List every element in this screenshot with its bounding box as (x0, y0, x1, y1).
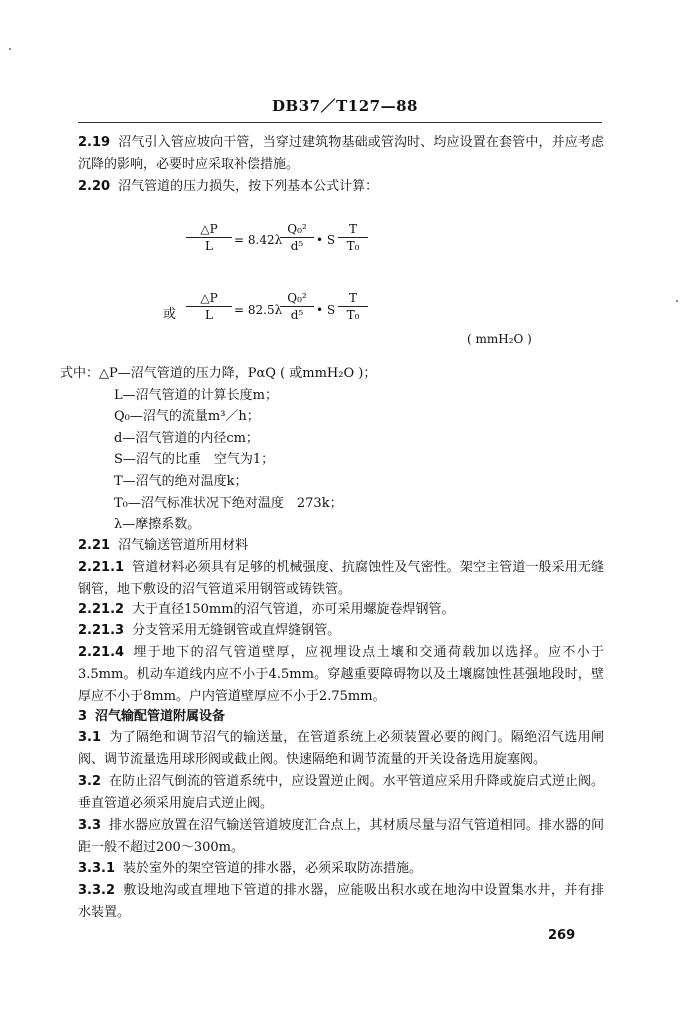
page-number: 269 (548, 928, 576, 943)
section-3-3-1 (78, 858, 604, 880)
dot-s: • S (316, 233, 336, 247)
lhs-fraction: △P L (186, 291, 232, 322)
coefficient: = 82.5λ (234, 303, 283, 317)
definition-item: Q₀—沼气的流量m³／h； (114, 409, 260, 425)
section-number: 2.21.1 (78, 560, 125, 575)
section-3-2 (78, 771, 604, 815)
section-text: 大于直径150mm的沼气管道，亦可采用螺旋卷焊钢管。 (132, 602, 455, 617)
definition-item: d—沼气管道的内径cm； (114, 430, 259, 446)
section-text: 管道材料必须具有足够的机械强度、抗腐蚀性及气密性。架空主管道一般采用无缝钢管，地下敷设的沼气管道采用钢管或铸铁管。 (78, 560, 604, 597)
section-text: 在防止沼气倒流的管道系统中，应设置逆止阀。水平管道应采用升降或旋启式逆止阀。垂直管道必须采用旋启式逆止阀。 (78, 774, 604, 811)
section-text: 埋于地下的沼气管道壁厚，应视埋设点土壤和交通荷载加以选择。应不小于3.5mm。机动车道线内应不小于4.5mm。穿越重要障碍物以及土壤腐蚀性甚强地段时，壁厚应不小于8mm。户内管道壁厚应不小于2.75mm。 (78, 645, 604, 704)
section-text: 装於室外的架空管道的排水器，必须采取防冻措施。 (123, 861, 423, 876)
section-2-21 (78, 535, 604, 557)
section-2-21-2 (78, 599, 604, 621)
section-text: 沼气输送管道所用材料 (118, 538, 249, 553)
section-text: 分支管采用无缝钢管或直焊缝钢管。 (132, 623, 341, 638)
header-rule (78, 122, 602, 123)
rhs-fraction: T T₀ (338, 291, 368, 322)
section-number: 2.21.3 (78, 623, 125, 638)
section-number: 2.21 (78, 538, 111, 553)
formula-prefix: 或 (163, 307, 177, 322)
mid-fraction: Q₀² d⁵ (280, 291, 314, 322)
section-text: 沼气输配管道附属设备 (95, 709, 226, 724)
section-number: 2.20 (78, 179, 111, 194)
section-number: 3.3.1 (78, 861, 116, 876)
section-3-3-2 (78, 880, 604, 924)
units-label: ( mmH₂O ) (467, 332, 532, 346)
scan-speck (676, 300, 678, 302)
section-text: 排水器应放置在沼气输送管道坡度汇合点上，其材质尽量与沼气管道相同。排水器的间距一般不超过200～300m。 (78, 818, 604, 855)
lhs-fraction: △P L (186, 222, 232, 253)
section-text: 沼气引入管应坡向干管，当穿过建筑物基础或管沟时、均应设置在套管中，并应考虑沉降的影响，必要时应采取补偿措施。 (78, 135, 604, 172)
definition-item: λ—摩擦系数。 (114, 517, 201, 533)
section-3-heading (78, 706, 604, 728)
scan-speck (9, 48, 11, 50)
mid-fraction: Q₀² d⁵ (280, 222, 314, 253)
section-number: 3.3 (78, 818, 102, 833)
dot-s: • S (316, 303, 336, 317)
section-2-21-1 (78, 557, 604, 601)
section-3-1 (78, 727, 604, 771)
standard-code-header: DB37／T127—88 (272, 97, 418, 115)
section-number: 2.21.2 (78, 602, 125, 617)
section-2-21-3 (78, 620, 604, 642)
definitions-intro: 式中：△P—沼气管道的压力降，PαQ ( 或mmH₂O )； (60, 366, 377, 381)
variable-definitions (60, 363, 376, 536)
definition-item: T₀—沼气标准状况下绝对温度 273k； (114, 495, 343, 511)
section-2-21-4 (78, 642, 604, 708)
section-3-3 (78, 815, 604, 859)
coefficient: = 8.42λ (234, 233, 283, 247)
section-2-19 (78, 132, 604, 176)
definition-item: T—沼气的绝对温度k； (114, 473, 248, 489)
section-number: 3.2 (78, 774, 102, 789)
section-text: 敷设地沟或直埋地下管道的排水器，应能吸出积水或在地沟中设置集水井，并有排水装置。 (78, 883, 604, 920)
section-2-20 (78, 176, 604, 198)
section-number: 3.1 (78, 730, 102, 745)
definition-item: L—沼气管道的计算长度m； (114, 387, 278, 403)
section-number: 2.21.4 (78, 645, 125, 660)
section-number: 2.19 (78, 135, 111, 150)
definition-item: S—沼气的比重 空气为1； (114, 452, 275, 468)
section-number: 3.3.2 (78, 883, 116, 898)
section-number: 3 (78, 709, 88, 724)
section-text: 为了隔绝和调节沼气的输送量，在管道系统上必须装置必要的阀门。隔绝沼气选用闸阀、调节流量选用球形阀或截止阀。快速隔绝和调节流量的开关设备选用旋塞阀。 (78, 730, 604, 767)
section-text: 沼气管道的压力损失，按下列基本公式计算： (118, 179, 379, 194)
rhs-fraction: T T₀ (338, 222, 368, 253)
